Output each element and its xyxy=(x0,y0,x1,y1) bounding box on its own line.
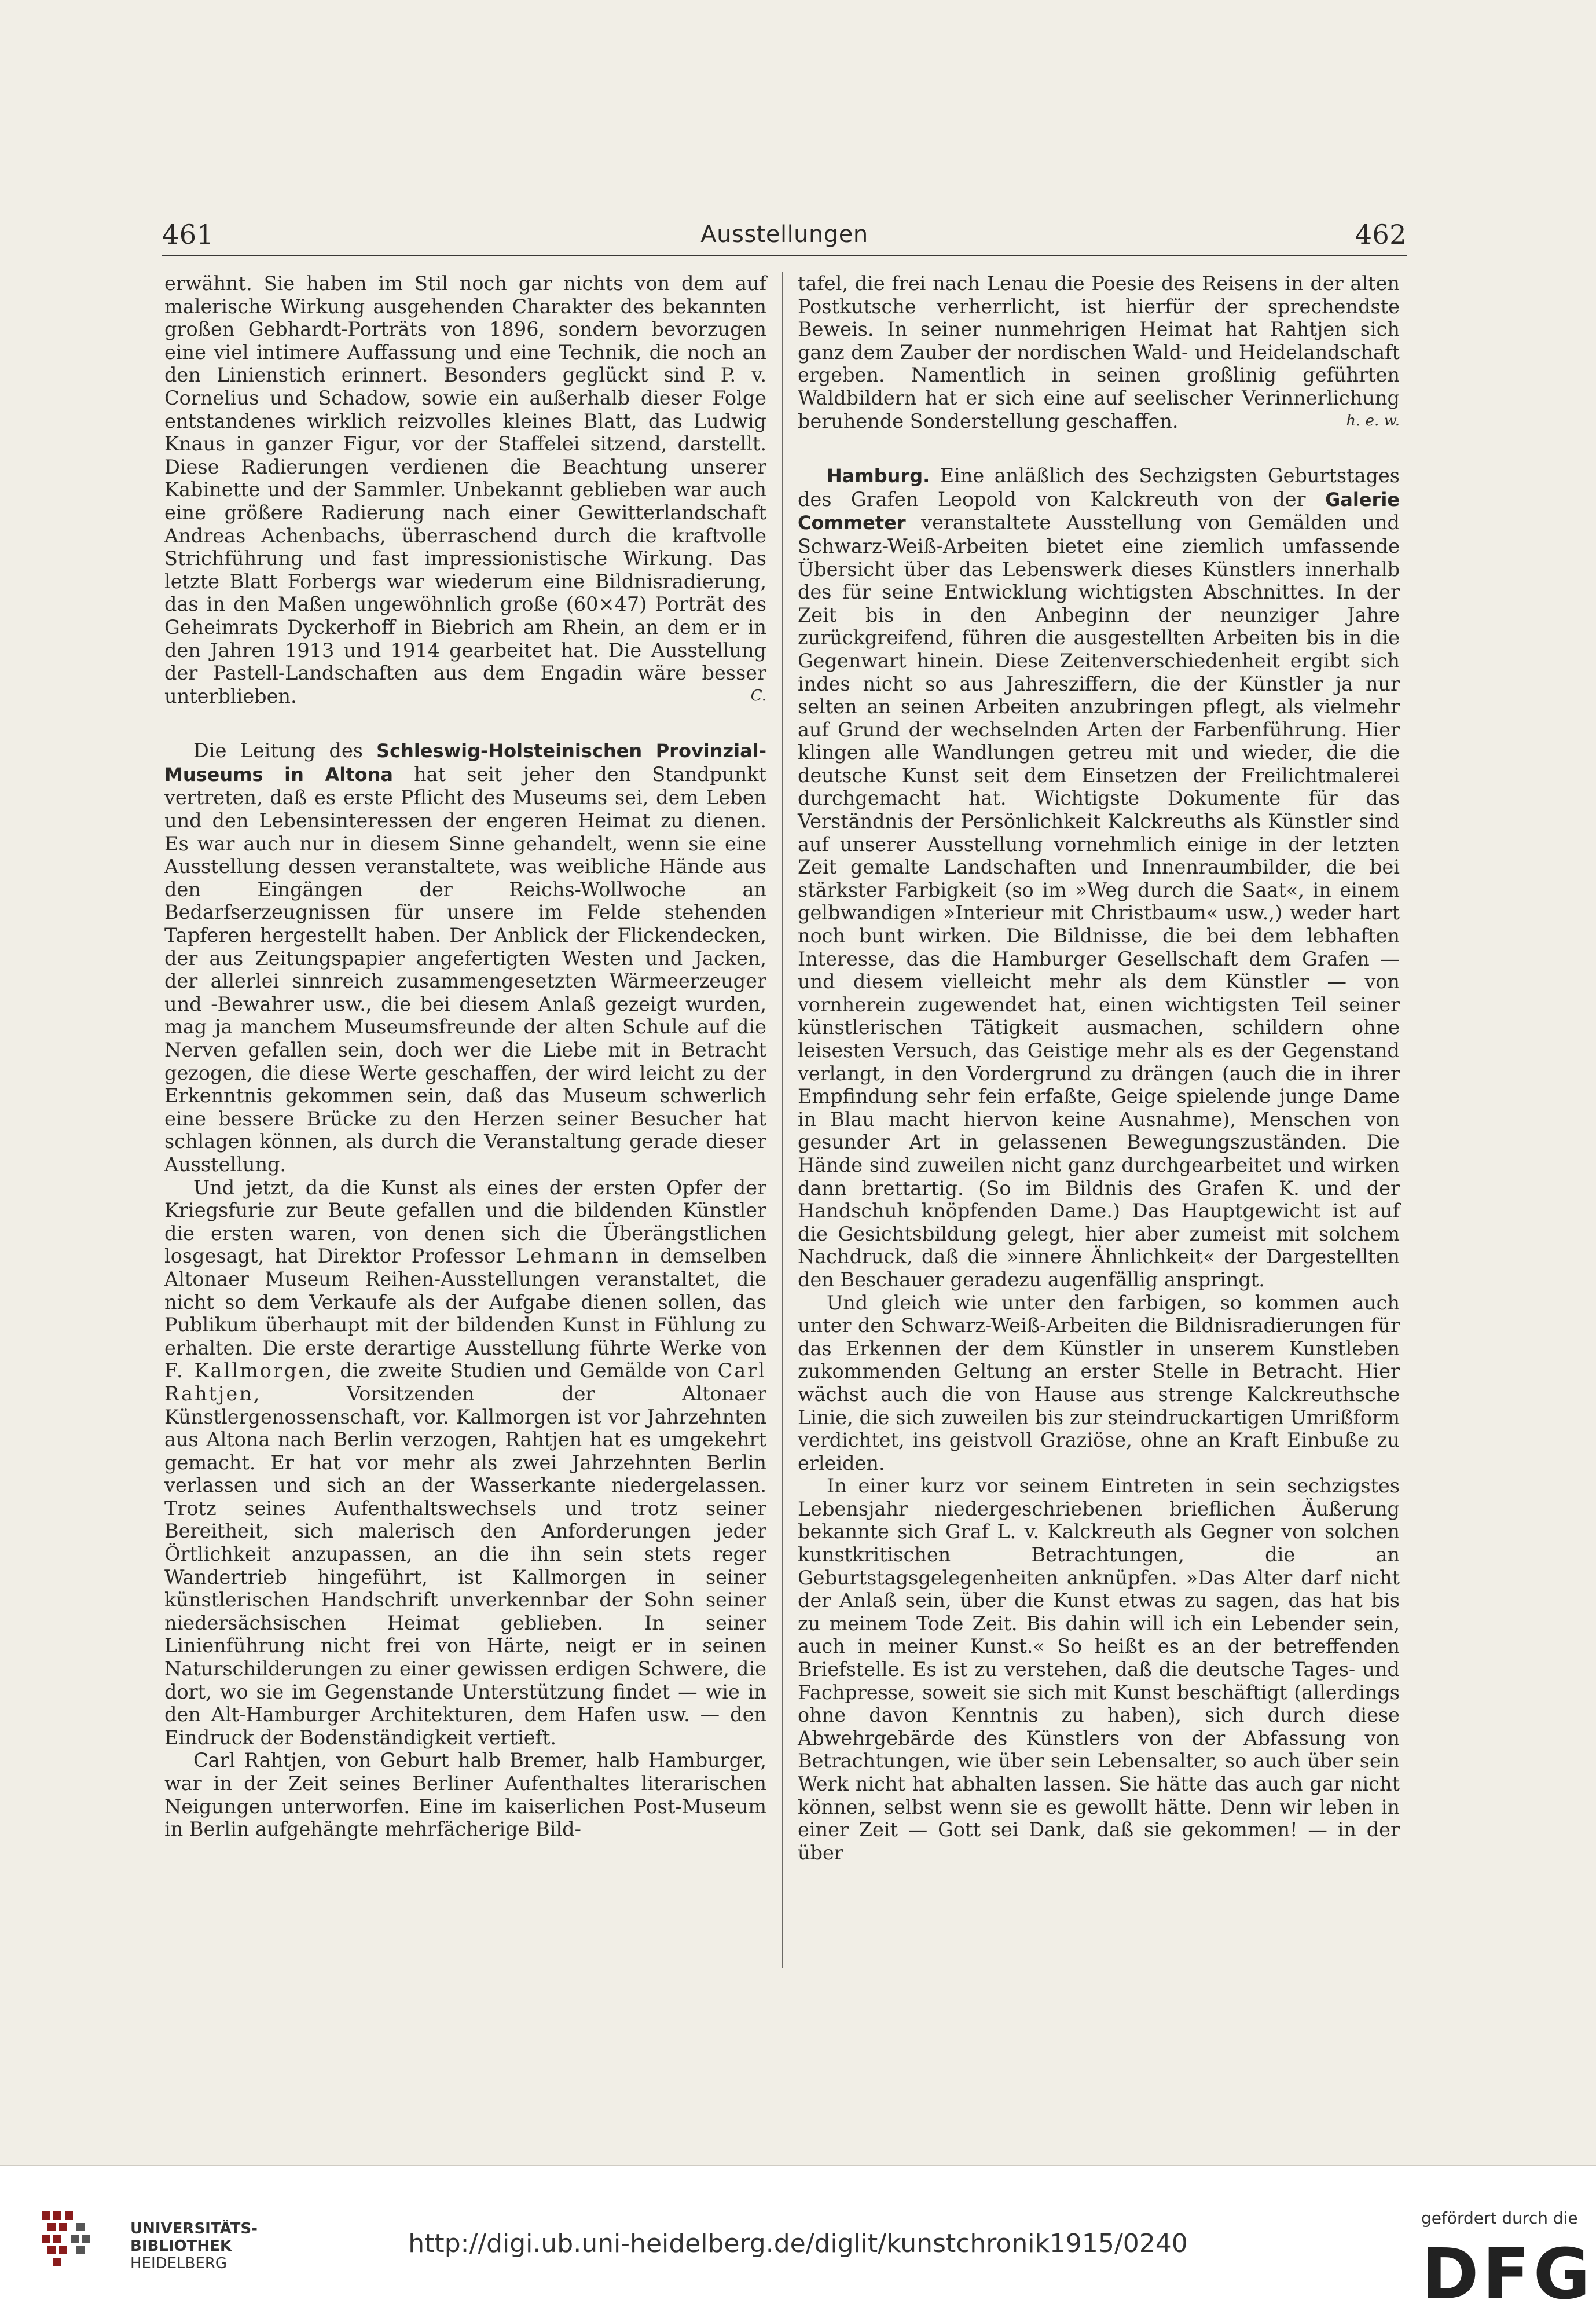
paragraph xyxy=(164,272,766,707)
text-run: tafel, die frei nach Lenau die Poesie des Reisens in der alten Postkutsche verherrlicht, ist hierfür der sprechendste Beweis. In seiner nunmehrigen Heimat hat Rahtjen sich ganz dem Zauber der nordischen Wald- und Heidelandschaft ergeben. Namentlich in seinen großlinig geführten Waldbildern hat er sich eine auf seelischer Verinnerlichung beruhende Sonderstellung geschaffen. xyxy=(798,272,1400,432)
dfg-logo[interactable]: DFG xyxy=(1421,2235,1594,2315)
text-run: , Vorsitzenden der Altonaer Künstlergenossenschaft, vor. Kallmorgen ist vor Jahrzehnten aus Altona nach Berlin verzogen, Rahtjen hat es umgekehrt gemacht. Er hat vor mehr als zwei Jahrzehnten Berlin verlassen und sich an der Wasserkante niedergelassen. Trotz seines Aufenthaltswechsels und trotz seiner Bereitheit, sich malerisch den Anforderungen jeder Örtlichkeit anzupassen, an die ihn sein stets reger Wandertrieb hingeführt, ist Kallmorgen in seiner künstlerischen Handschrift unverkennbar der Sohn seiner niedersächsischen Heimat geblieben. In seiner Linienführung nicht frei von Härte, neigt er in seinen Naturschilderungen zu einer gewissen erdigen Schwere, die dort, wo sie im Gegenstande Unterstützung findet — wie in den Alt-Hamburger Architekturen, dem Hafen usw. — den Eindruck der Bodenständigkeit vertieft. xyxy=(164,1382,766,1749)
text-run: hat seit jeher den Standpunkt vertreten, daß es erste Pflicht des Museums sei, dem Leben und den Lebensinteressen der engeren Heimat zu dienen. Es war auch nur in diesem Sinne gehandelt, wenn sie eine Ausstellung dessen veranstaltete, was weibliche Hände aus den Eingängen der Reichs-Wollwoche an Bedarfserzeugnissen für unsere im Felde stehenden Tapferen hergestellt haben. Der Anblick der Flickendecken, der aus Zeitungspapier angefertigten Westen und Jacken, der allerlei sinnreich zusammengesetzten Wärmeerzeuger und -Bewahrer usw., die bei diesem Anlaß gezeigt wurden, mag ja manchem Museumsfreunde der alten Schule auf die Nerven gefallen sein, doch wer die Liebe mit in Betracht gezogen, die diese Werte geschaffen, der wird leicht zu der Erkenntnis gekommen sein, daß das Museum schwerlich eine bessere Brücke zu den Herzen seiner Besucher hat schlagen können, als durch die Veranstaltung gerade dieser Ausstellung. xyxy=(164,762,767,1176)
spaced-name: Carl Rahtjen xyxy=(164,1359,767,1405)
bold-term: Schleswig-Holsteinischen Provinzial-Museums in Altona xyxy=(164,740,766,786)
paragraph xyxy=(164,1176,766,1749)
text-run: in demselben Altonaer Museum Reihen-Ausstellungen veranstaltet, die nicht so dem Verkaufe als der Aufgabe dienen sollen, das Publikum überhaupt mit der bildenden Kunst in Fühlung zu erhalten. Die erste derartige Ausstellung führte Werke von xyxy=(164,1245,766,1359)
paragraph xyxy=(798,464,1400,1291)
paragraph xyxy=(798,1292,1400,1475)
permalink-url[interactable]: http://digi.ub.uni-heidelberg.de/diglit/kunstchronik1915/0240 xyxy=(408,2229,1188,2258)
spaced-name: F. Kallmorgen xyxy=(164,1359,326,1382)
library-name[interactable]: UNIVERSITÄTS- BIBLIOTHEK HEIDELBERG xyxy=(130,2220,258,2272)
text-run: erwähnt. Sie haben im Stil noch gar nichts von dem auf malerische Wirkung ausgehenden Charakter des bekannten großen Gebhardt-Porträts von 1896, sondern bevorzugen eine viel intimere Auffassung und eine Technik, die noch an den Linienstich erinnert. Besonders geglückt sind P. v. Cornelius und Schadow, sowie ein außerhalb dieser Folge entstandenes wirklich reizvolles kleines Blatt, das Ludwig Knaus in ganzer Figur, vor der Staffelei sitzend, darstellt. Diese Radierungen verdienen die Beachtung unserer Kabinette und der Sammler. Unbekannt geblieben war auch eine größere Radierung nach einer Gewitterlandschaft Andreas Achenbachs, überraschend durch die kraftvolle Strichführung und fast impressionistische Wirkung. Das letzte Blatt Forbergs war wiederum eine Bildnisradierung, das in den Maßen ungewöhnlich große (60×47) Porträt des Geheimrats Dyckerhoff in Biebrich am Rhein, an dem er in den Jahren 1913 und 1914 gearbeitet hat. Die Ausstellung der Pastell-Landschaften aus dem Engadin wäre besser unterblieben. xyxy=(164,272,766,707)
bold-term: Hamburg. xyxy=(827,465,930,487)
running-header xyxy=(162,210,1407,250)
paragraph xyxy=(164,1749,766,1840)
text-run: veranstaltete Ausstellung von Gemälden und Schwarz-Weiß-Arbeiten bietet eine ziemlich umfassende Übersicht über das Lebenswerk dieses Künstlers innerhalb des für seine Entwicklung wichtigsten Abschnittes. In der Zeit bis in den Anbeginn der neunziger Jahre zurückgreifend, führen die ausgestellten Arbeiten bis in die Gegenwart hinein. Diese Zeitenverschiedenheit ergibt sich indes nicht so aus Jahresziffern, die der Künstler ja nur selten an seinen Arbeiten anzubringen pflegt, als vielmehr auf Grund der wechselnden Arten der Farbenführung. Hier klingen alle Wandlungen getreu mit und wieder, die die deutsche Kunst seit dem Einsetzen der Freilichtmalerei durchgemacht hat. Wichtigste Dokumente für das Verständnis der Persönlichkeit Kalckreuths als Künstler sind auf unserer Ausstellung vornehmlich einige in der letzten Zeit gemalte Landschaften und Innenraumbilder, die bei stärkster Farbigkeit (so im »Weg durch die Saat«, in einem gelbwandigen »Interieur mit Christbaum« usw.,) weder hart noch bunt wirken. Die Bildnisse, die bei dem lebhaften Interesse, das die Hamburger Gesellschaft dem Grafen — und diesem vielleicht mehr als dem Künstler — von vornherein zugewendet hat, einen wichtigsten Teil seiner künstlerischen Tätigkeit ausmachen, schildern ohne leisesten Versuch, das Geistige mehr als es der Gegenstand verlangt, in den Vordergrund zu drängen (auch die in ihrer Empfindung sehr fein erfaßte, Geige spielende junge Dame in Blau macht hiervon keine Ausnahme), Menschen von gesunder Art in gelassenen Bewegungszuständen. Die Hände sind zuweilen nicht ganz durchgearbeitet und wirken dann brettartig. (So im Bildnis des Grafen K. und der Handschuh knöpfenden Dame.) Das Hauptgewicht ist auf die Gesichtsbildung gelegt, hier aber zumeist mit solchem Nachdruck, daß die »innere Ähnlichkeit« der Dargestellten den Beschauer geradezu augenfällig anspringt. xyxy=(798,511,1400,1291)
funding-label: gefördert durch die xyxy=(1421,2209,1578,2228)
section-gap xyxy=(798,432,1400,464)
paragraph xyxy=(798,272,1400,432)
paragraph xyxy=(798,1474,1400,1864)
page-number-left: 461 xyxy=(162,219,214,250)
spaced-name: Lehmann xyxy=(516,1245,620,1268)
text-run: Und jetzt, da die Kunst als eines der ersten Opfer der Kriegsfurie zur Beute gefallen und die bildenden Künstler die ersten waren, von denen sich die Überängstlichen losgesagt, hat Direktor Professor xyxy=(164,1176,766,1268)
right-column xyxy=(798,272,1400,2009)
text-run: Und gleich wie unter den farbigen, so kommen auch unter den Schwarz-Weiß-Arbeiten die Bildnisradierungen für das Erkennen der dem Künstler in unserem Kunstleben zukommenden Geltung an erster Stelle in Betracht. Hier wächst auch die von Hause aus strenge Kalckreuthsche Linie, die sich zuweilen bis zur steindruckartigen Umrißform verdichtet, ins geistvoll Graziöse, ohne an Kraft Einbuße zu erleiden. xyxy=(798,1291,1400,1474)
header-rule xyxy=(162,255,1407,256)
text-run: Carl Rahtjen, von Geburt halb Bremer, halb Hamburger, war in der Zeit seines Berliner Aufenthaltes literarischen Neigungen unterworfen. Eine im kaiserlichen Post-Museum in Berlin aufgehängte mehrfächerige Bild- xyxy=(164,1749,766,1841)
text-run: In einer kurz vor seinem Eintreten in sein sechzigstes Lebensjahr niedergeschriebenen brieflichen Äußerung bekannte sich Graf L. v. Kalckreuth als Gegner von solchen kunstkritischen Betrachtungen, die an Geburtstagsgelegenheiten anknüpfen. »Das Alter darf nicht der Anlaß sein, über die Kunst etwas zu sagen, das hat bis zu meinem Tode Zeit. Bis dahin will ich ein Lebender sein, auch in meiner Kunst.« So heißt es an der betreffenden Briefstelle. Es ist zu verstehen, daß die deutsche Tages- und Fachpresse, soweit sie sich mit Kunst beschäftigt (allerdings ohne davon Kenntnis zu haben), sich durch diese Abwehrgebärde des Künstlers von der Abfassung von Betrachtungen, wie über sein Lebensalter, so auch über sein Werk nicht hat abhalten lassen. Sie hätte das auch gar nicht können, selbst wenn sie es gewollt hätte. Denn wir leben in einer Zeit — Gott sei Dank, daß sie gekommen! — in der über xyxy=(798,1474,1400,1864)
text-run: Die Leitung des xyxy=(193,739,377,762)
author-signature: C. xyxy=(750,687,766,705)
section-gap xyxy=(164,707,766,739)
column-divider xyxy=(782,272,783,1968)
left-column xyxy=(164,272,766,2009)
text-run: Eine anläßlich des Sechzigsten Geburtstages des Grafen Leopold von Kalckreuth von der xyxy=(798,464,1400,511)
author-signature: h. e. w. xyxy=(1346,412,1400,430)
text-run: , die zweite Studien und Gemälde von xyxy=(325,1359,718,1382)
paragraph xyxy=(164,739,766,1176)
page-number-right: 462 xyxy=(1355,219,1407,250)
running-title: Ausstellungen xyxy=(700,221,868,248)
bold-term: Galerie Commeter xyxy=(798,488,1400,534)
